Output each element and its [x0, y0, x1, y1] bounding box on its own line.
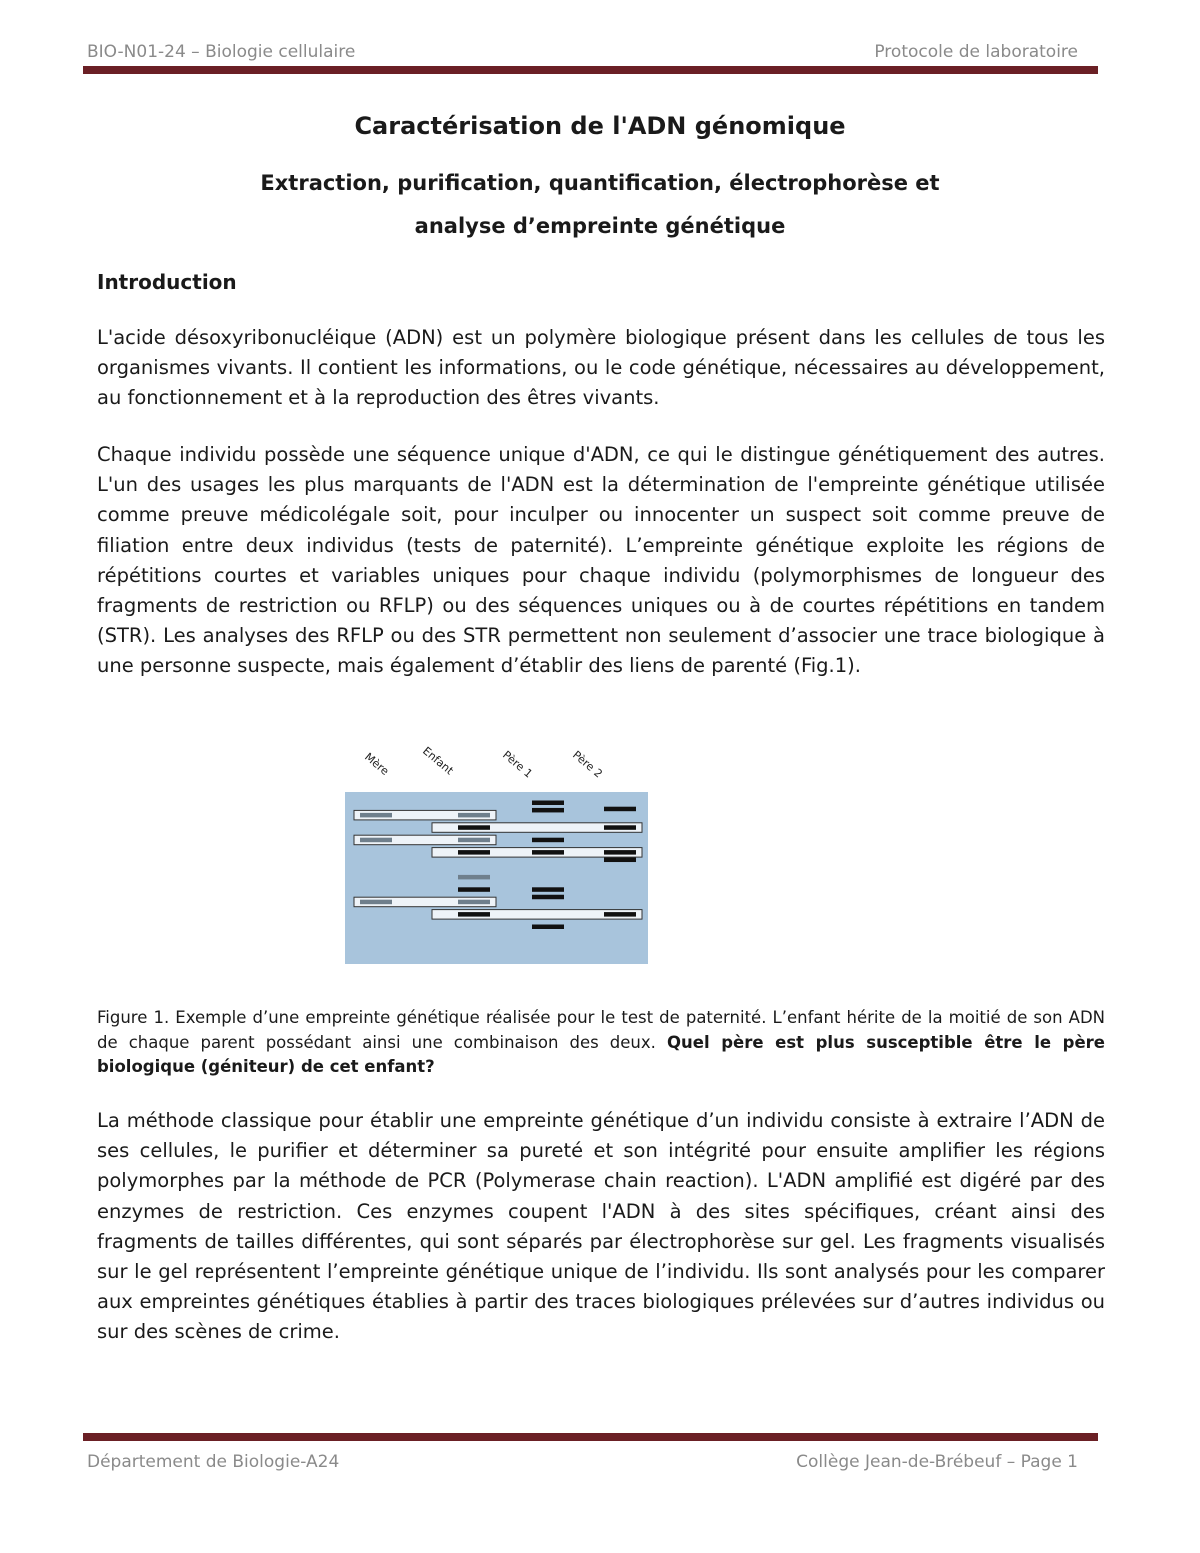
section-heading-introduction: Introduction — [97, 270, 237, 294]
band-child-5 — [458, 875, 490, 880]
band-father1-3 — [532, 838, 564, 843]
header-doc-type: Protocole de laboratoire — [874, 42, 1078, 62]
lane-label-4: Père 2 — [570, 748, 605, 781]
subtitle-line-1: Extraction, purification, quantification, électrophorèse et — [260, 171, 940, 195]
figure-dna-fingerprint — [330, 740, 670, 980]
document-subtitle — [0, 162, 1200, 248]
subtitle-line-2: analyse d’empreinte génétique — [414, 214, 786, 238]
caption-question: Quel père est plus susceptible être le père biologique (géniteur) de cet enfant? — [97, 1032, 1105, 1076]
figure-caption — [97, 1006, 1105, 1080]
band-father2-3 — [604, 850, 636, 855]
band-child-7 — [458, 900, 490, 905]
lane-label-3: Père 1 — [500, 748, 535, 781]
band-father2-4 — [604, 858, 636, 863]
document-title: Caractérisation de l'ADN génomique — [354, 112, 846, 140]
band-mother-1 — [360, 813, 392, 818]
band-child-3 — [458, 838, 490, 843]
header-course: BIO-N01-24 – Biologie cellulaire — [87, 42, 356, 62]
lane-label-2: Enfant — [420, 744, 456, 778]
band-father1-1 — [532, 801, 564, 806]
paragraph-3: La méthode classique pour établir une empreinte génétique d’un individu consiste à extraire l’ADN de ses cellules, le purifier et déterminer sa pureté et son intégrité pour ensuite amplifier les régions polymorphes par la méthode de PCR (Polymerase chain reaction). L'ADN amplifié est digéré par des enzymes de restriction. Ces enzymes coupent l'ADN à des sites spécifiques, créant ainsi des fragments de tailles différentes, qui sont séparés par électrophorèse sur gel. Les fragments visualisés sur le gel représentent l’empreinte génétique unique de l’individu. Ils sont analysés pour les comparer aux empreintes génétiques établies à partir des traces biologiques prélevées sur d’autres individus ou sur des scènes de crime. — [97, 1109, 1105, 1344]
band-father2-5 — [604, 912, 636, 917]
gel-electrophoresis-image — [330, 740, 670, 980]
band-father1-6 — [532, 895, 564, 900]
header-rule — [83, 66, 1098, 74]
page-header — [83, 42, 1098, 62]
band-father2-1 — [604, 807, 636, 812]
band-father1-4 — [532, 850, 564, 855]
band-father2-2 — [604, 825, 636, 830]
footer-rule — [83, 1433, 1098, 1441]
band-child-4 — [458, 850, 490, 855]
lane-label-1: Mère — [362, 750, 392, 778]
band-child-6 — [458, 887, 490, 892]
band-child-8 — [458, 912, 490, 917]
band-father1-5 — [532, 887, 564, 892]
paragraph-1: L'acide désoxyribonucléique (ADN) est un polymère biologique présent dans les cellules de tous les organismes vivants. Il contient les informations, ou le code génétique, nécessaires au développement, au fonctionnement et à la reproduction des êtres vivants. — [97, 326, 1105, 410]
caption-text: Figure 1. Exemple d’une empreinte génétique réalisée pour le test de paternité. L’enfant hérite de la moitié de son ADN de chaque parent possédant ainsi une combinaison des deux. — [97, 1008, 1105, 1052]
band-child-2 — [458, 825, 490, 830]
band-mother-3 — [360, 900, 392, 905]
band-father1-2 — [532, 808, 564, 813]
footer-department: Département de Biologie-A24 — [87, 1452, 340, 1472]
band-father1-7 — [532, 925, 564, 930]
footer-page-info: Collège Jean-de-Brébeuf – Page 1 — [796, 1452, 1078, 1472]
band-child-1 — [458, 813, 490, 818]
band-mother-2 — [360, 838, 392, 843]
page-footer — [83, 1452, 1098, 1472]
paragraph-2: Chaque individu possède une séquence unique d'ADN, ce qui le distingue génétiquement des autres. L'un des usages les plus marquants de l'ADN est la détermination de l'empreinte génétique utilisée comme preuve médicolégale soit, pour inculper ou innocenter un suspect soit comme preuve de filiation entre deux individus (tests de paternité). L’empreinte génétique exploite les régions de répétitions courtes et variables uniques pour chaque individu (polymorphismes de longueur des fragments de restriction ou RFLP) ou des séquences uniques ou à de courtes répétitions en tandem (STR). Les analyses des RFLP ou des STR permettent non seulement d’associer une trace biologique à une personne suspecte, mais également d’établir des liens de parenté (Fig.1). — [97, 443, 1105, 678]
